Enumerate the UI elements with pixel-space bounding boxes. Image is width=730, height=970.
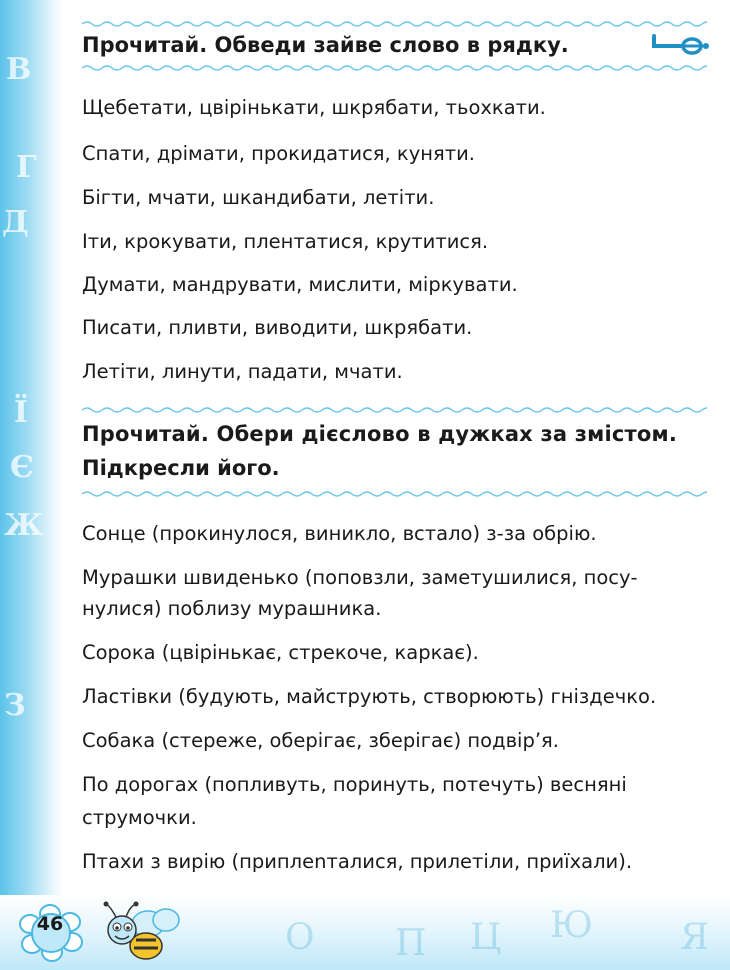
exercise-line: струмочки. [82,806,197,829]
page-number: 46 [36,913,64,935]
exercise-line: Писати, пливти, виводити, шкрябати. [82,316,473,339]
decor-letter: Ж [4,508,44,543]
decor-letter: П [395,923,427,964]
left-decor-strip [0,0,62,970]
decor-letter: Ї [14,395,29,430]
exercise-line: Іти, крокувати, плентатися, крутитися. [82,230,489,253]
task-instruction: Прочитай. Обведи зайве слово в рядку. [82,33,569,57]
bee-icon [104,902,180,960]
decor-letter: О [285,917,315,958]
wavy-divider [82,406,707,414]
task-instruction-line1: Прочитай. Обери дієслово в дужках за змістом. [82,422,678,446]
exercise-line: Бігти, мчати, шкандибати, летіти. [82,186,435,209]
wavy-divider [82,490,707,498]
decor-letter: Я [680,917,710,958]
exercise-line: Собака (стереже, оберігає, зберігає) подвір’я. [82,729,559,752]
exercise-line: Думати, мандрувати, мислити, міркувати. [82,273,518,296]
task-instruction [82,422,706,446]
decor-letter: З [4,688,26,723]
exercise-line: Спати, дрімати, прокидатися, куняти. [82,142,475,165]
exercise-line: Птахи з вирію (приплenталися, прилетіли, приїхали). [82,850,633,873]
decor-letter: Ц [470,917,502,958]
decor-letter: В [6,52,32,87]
key-icon [652,30,710,56]
decor-letter: Є [10,450,34,485]
decor-letter: Ю [550,905,593,946]
decor-letter: Г [16,150,37,185]
exercise-line: По дорогах (попливуть, поринуть, потечуть) весняні [82,773,627,796]
exercise-line: Сонце (прокинулося, виникло, встало) з-за обрію. [82,522,597,545]
task-instruction-line2: Підкресли його. [82,456,280,480]
exercise-line: Щебетати, цвірінькати, шкрябати, тьохкати. [82,96,546,119]
exercise-line: Летіти, линути, падати, мчати. [82,360,403,383]
exercise-line: Ластівки (будують, майструють, створюють) гніздечко. [82,685,657,708]
decor-letter: Д [2,205,29,240]
wavy-divider [82,20,707,28]
exercise-line: Мурашки швиденько (поповзли, заметушилися, посу- [82,566,638,589]
wavy-divider [82,64,707,72]
exercise-line: Сорока (цвірінькає, стрекоче, каркає). [82,641,479,664]
exercise-line: нулися) поблизу мурашника. [82,597,382,620]
